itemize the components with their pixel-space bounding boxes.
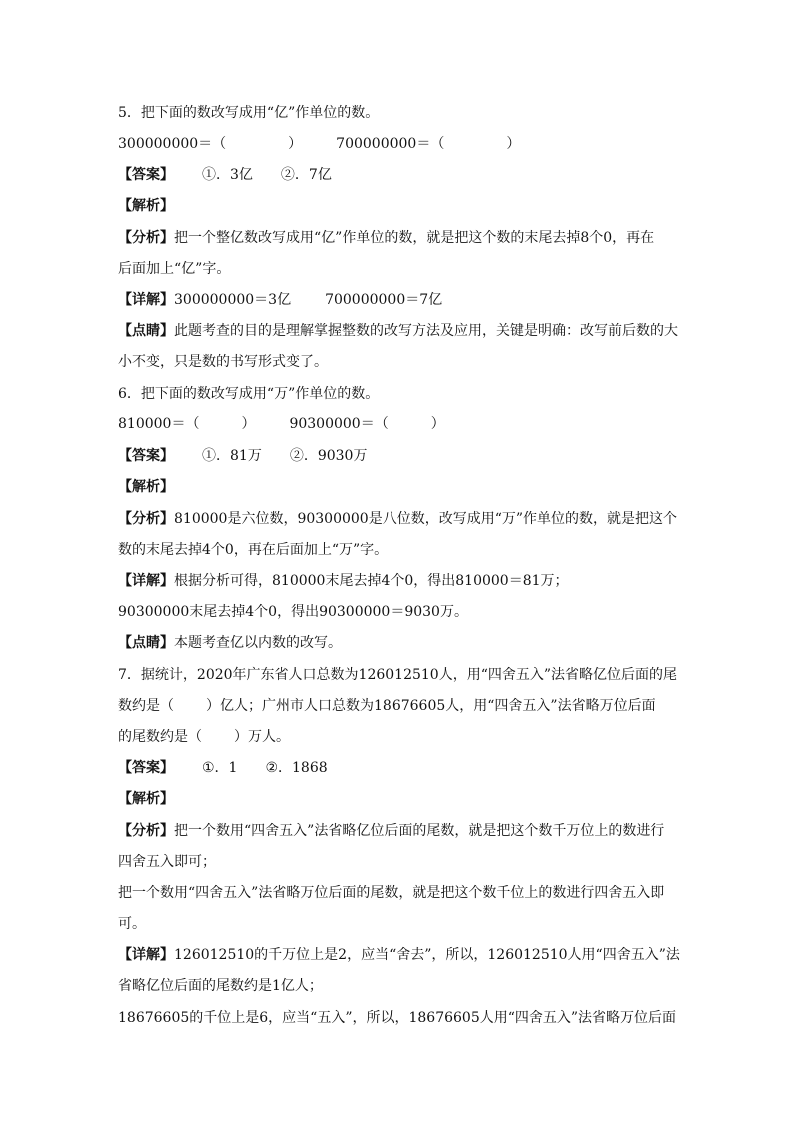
q7-jiexi-heading: 【解析】 bbox=[118, 791, 174, 807]
q5-xiangjie bbox=[118, 290, 442, 310]
q5-answer-2: ②．7亿 bbox=[280, 167, 332, 183]
q7-title-line3 bbox=[118, 727, 290, 747]
q7-fenxi-text1: 把一个数用“四舍五入”法省略亿位后面的尾数，就是把这个数千万位上的数进行 bbox=[174, 823, 665, 839]
q7-answer bbox=[118, 758, 328, 778]
q6-xiangjie-line1 bbox=[118, 571, 569, 591]
xiangjie-tag: 【详解】 bbox=[118, 947, 174, 963]
fenxi-tag: 【分析】 bbox=[118, 230, 174, 246]
q5-xiangjie-2: 700000000＝7亿 bbox=[325, 292, 443, 308]
xiangjie-tag: 【详解】 bbox=[118, 292, 174, 308]
q5-fenxi-text1: 把一个整亿数改写成用“亿”作单位的数，就是把这个数的末尾去掉8个0，再在 bbox=[174, 230, 655, 246]
q6-title: 6．把下面的数改写成用“万”作单位的数。 bbox=[118, 386, 380, 402]
q7-title-2a: 数约是（ bbox=[118, 698, 174, 714]
q7-title-line2 bbox=[118, 696, 656, 716]
q5-expr1: 300000000＝（ bbox=[118, 136, 227, 152]
q5-fenxi-line1 bbox=[118, 228, 654, 248]
q7-fenxi-line3: 把一个数用“四舍五入”法省略万位后面的尾数，就是把这个数千位上的数进行四舍五入即 bbox=[118, 885, 665, 901]
dianjing-tag: 【点睛】 bbox=[118, 323, 174, 339]
fenxi-tag: 【分析】 bbox=[118, 511, 174, 527]
q5-xiangjie-1: 300000000＝3亿 bbox=[174, 292, 292, 308]
q5-dianjing-line1 bbox=[118, 321, 678, 341]
q6-expressions bbox=[118, 414, 445, 434]
q5-expressions bbox=[118, 134, 520, 154]
q6-expr1: 810000＝（ bbox=[118, 416, 200, 432]
q6-xiangjie-line2: 90300000末尾去掉4个0，得出90300000＝9030万。 bbox=[118, 604, 468, 620]
q7-title-3a: 的尾数约是（ bbox=[118, 729, 202, 745]
q6-answer bbox=[118, 446, 367, 466]
q5-title: 5．把下面的数改写成用“亿”作单位的数。 bbox=[118, 105, 380, 121]
q6-fenxi-text1: 810000是六位数，90300000是八位数，改写成用“万”作单位的数，就是把这个 bbox=[174, 511, 678, 527]
q5-answer-1: ①．3亿 bbox=[202, 167, 253, 183]
q5-expr1-close: ） bbox=[288, 136, 303, 152]
xiangjie-tag: 【详解】 bbox=[118, 573, 174, 589]
answer-tag: 【答案】 bbox=[118, 448, 174, 464]
q6-expr2-close: ） bbox=[430, 416, 445, 432]
answer-tag: 【答案】 bbox=[118, 760, 174, 776]
q7-title-3b: ）万人。 bbox=[234, 729, 290, 745]
q6-expr1-close: ） bbox=[241, 416, 256, 432]
q5-expr2-close: ） bbox=[506, 136, 521, 152]
q6-jiexi-heading: 【解析】 bbox=[118, 479, 174, 495]
dianjing-tag: 【点睛】 bbox=[118, 635, 174, 651]
q7-fenxi-line2: 四舍五入即可； bbox=[118, 854, 216, 870]
q5-expr2: 700000000＝（ bbox=[336, 136, 445, 152]
q6-dianjing bbox=[118, 633, 342, 653]
q5-fenxi-line2: 后面加上“亿”字。 bbox=[118, 261, 231, 277]
q6-answer-1: ①．81万 bbox=[202, 448, 262, 464]
q7-title-2b: ）亿人；广州市人口总数为18676605人，用“四舍五入”法省略万位后面 bbox=[206, 698, 656, 714]
q6-xiangjie-text1: 根据分析可得，810000末尾去掉4个0，得出810000＝81万； bbox=[174, 573, 569, 589]
q7-answer-2: ②．1868 bbox=[265, 760, 328, 776]
fenxi-tag: 【分析】 bbox=[118, 823, 174, 839]
q7-fenxi-line1 bbox=[118, 821, 664, 841]
q7-xiangjie-line2: 省略亿位后面的尾数约是1亿人； bbox=[118, 978, 323, 994]
q6-fenxi-line1 bbox=[118, 509, 677, 529]
q7-title-line1: 7．据统计，2020年广东省人口总数为126012510人，用“四舍五入”法省略亿位后面的尾 bbox=[118, 667, 678, 683]
q6-expr2: 90300000＝（ bbox=[289, 416, 389, 432]
q7-xiangjie-line3: 18676605的千位上是6，应当“五入”，所以，18676605人用“四舍五入”法省略万位后面 bbox=[118, 1010, 677, 1026]
q5-jiexi-heading: 【解析】 bbox=[118, 198, 174, 214]
q7-fenxi-line4: 可。 bbox=[118, 916, 146, 932]
answer-tag: 【答案】 bbox=[118, 167, 174, 183]
q7-answer-1: ①．1 bbox=[202, 760, 238, 776]
q7-xiangjie-line1 bbox=[118, 945, 680, 965]
q6-answer-2: ②．9030万 bbox=[289, 448, 368, 464]
q6-dianjing-text1: 本题考查亿以内数的改写。 bbox=[174, 635, 342, 651]
q5-dianjing-text1: 此题考查的目的是理解掌握整数的改写方法及应用，关键是明确：改写前后数的大 bbox=[174, 323, 678, 339]
q5-dianjing-line2: 小不变，只是数的书写形式变了。 bbox=[118, 354, 328, 370]
q7-xiangjie-text1: 126012510的千万位上是2，应当“舍去”，所以，126012510人用“四舍五入”法 bbox=[174, 947, 680, 963]
q6-fenxi-line2: 数的末尾去掉4个0，再在后面加上“万”字。 bbox=[118, 542, 389, 558]
q5-answer bbox=[118, 165, 332, 185]
